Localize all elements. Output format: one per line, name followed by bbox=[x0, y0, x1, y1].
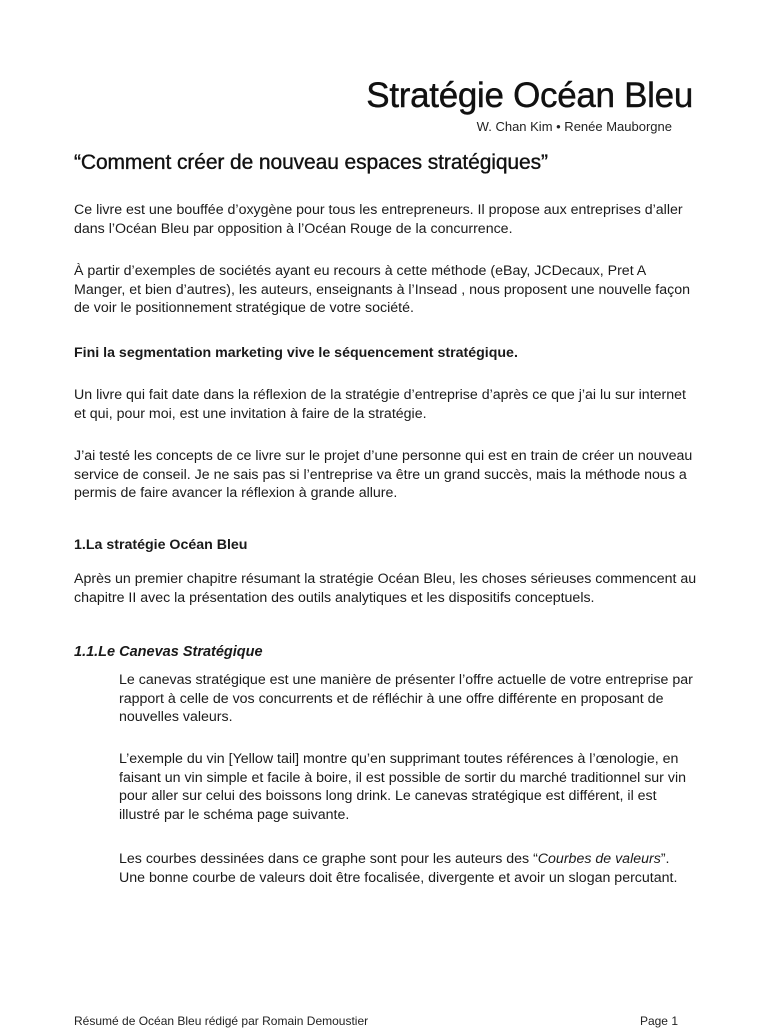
subsection-1-1-paragraph-2: L’exemple du vin [Yellow tail] montre qu’en supprimant toutes références à l’œnologie, en faisant un vin simple et facile à boire, il est possible de sortir du marché traditionnel sur vin pour aller sur celui des boissons long drink. Le canevas stratégique est différent, il est illustré par le schéma page suivante. bbox=[119, 751, 686, 823]
document-subtitle: “Comment créer de nouveau espaces stratégiques” bbox=[74, 151, 548, 174]
footer-author-note: Résumé de Océan Bleu rédigé par Romain Demoustier bbox=[74, 1014, 369, 1028]
document-title: Stratégie Océan Bleu bbox=[366, 76, 693, 115]
value-curves-text-after: ”. Une bonne courbe de valeurs doit être focalisée, divergente et avoir un slogan percutant. bbox=[119, 851, 678, 886]
intro-paragraph-1: Ce livre est une bouffée d’oxygène pour tous les entrepreneurs. Il propose aux entreprises d’aller dans l’Océan Bleu par opposition à l’Océan Rouge de la concurrence. bbox=[74, 202, 683, 237]
authors-line: W. Chan Kim • Renée Mauborgne bbox=[476, 119, 672, 134]
section-1-heading: 1.La stratégie Océan Bleu bbox=[74, 537, 248, 553]
section-1-intro: Après un premier chapitre résumant la stratégie Océan Bleu, les choses sérieuses commencent au chapitre II avec la présentation des outils analytiques et les dispositifs conceptuels. bbox=[74, 571, 697, 606]
footer-page-number: Page 1 bbox=[639, 1014, 678, 1028]
subsection-1-1-paragraph-3 bbox=[119, 850, 697, 887]
intro-paragraph-2: À partir d’exemples de sociétés ayant eu recours à cette méthode (eBay, JCDecaux, Pret A Manger, et bien d’autres), les auteurs, enseignants à l’Insead , nous proposent une nouvelle façon de voir le positionnement stratégique de votre société. bbox=[74, 263, 690, 316]
value-curves-text-before: Les courbes dessinées dans ce graphe sont pour les auteurs des “ bbox=[119, 851, 538, 867]
subsection-1-1-heading: 1.1.Le Canevas Stratégique bbox=[74, 644, 263, 660]
intro-paragraph-4: J’ai testé les concepts de ce livre sur le projet d’une personne qui est en train de créer un nouveau service de conseil. Je ne sais pas si l’entreprise va être un grand succès, mais la méthode nous a permis de faire avancer la réflexion à grande allure. bbox=[74, 448, 693, 501]
subsection-1-1-paragraph-1: Le canevas stratégique est une manière de présenter l’offre actuelle de votre entreprise par rapport à celle de vos concurrents et de réfléchir à une offre différente en proposant de nouvelles valeurs. bbox=[119, 672, 693, 725]
intro-bold-statement: Fini la segmentation marketing vive le séquencement stratégique. bbox=[74, 345, 518, 361]
value-curves-term: Courbes de valeurs bbox=[537, 851, 661, 867]
intro-paragraph-3: Un livre qui fait date dans la réflexion de la stratégie d’entreprise d’après ce que j’ai lu sur internet et qui, pour moi, est une invitation à faire de la stratégie. bbox=[74, 387, 686, 422]
